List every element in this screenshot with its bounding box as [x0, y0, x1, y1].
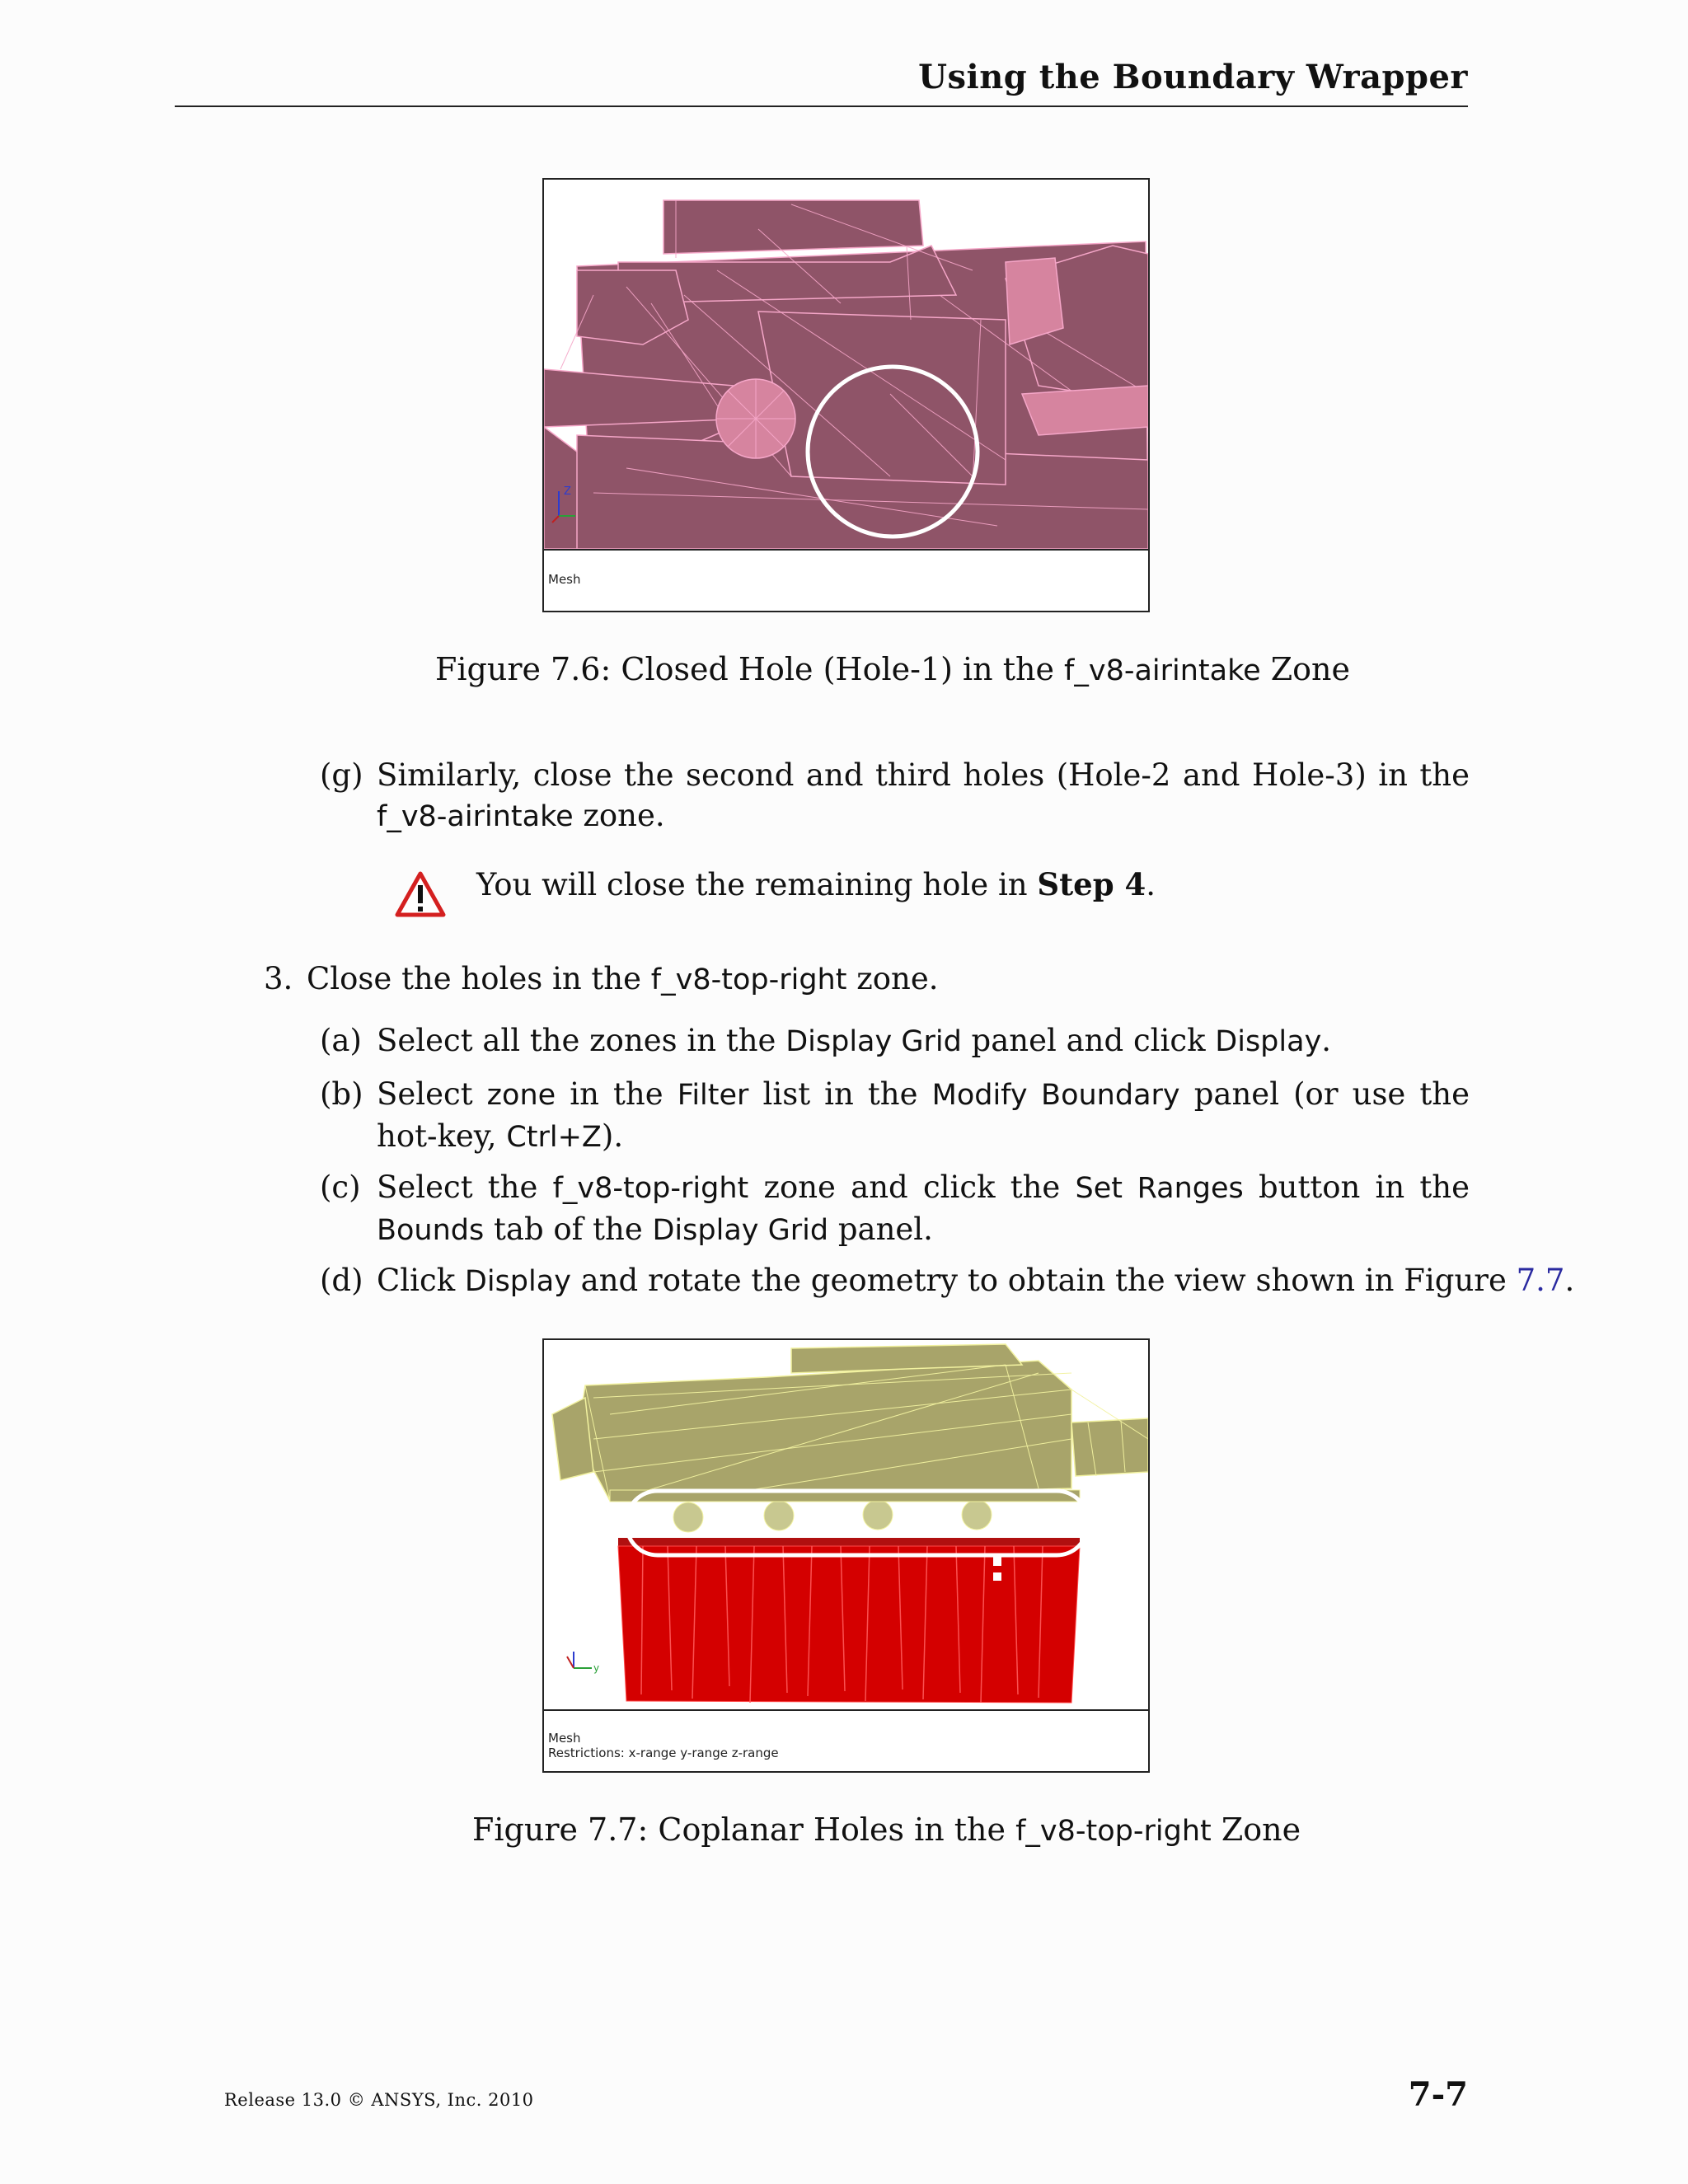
step-3-text-1: Close the holes in the: [307, 961, 651, 996]
step-a-text-2: panel and click: [961, 1023, 1216, 1058]
figure-restrictions-label: Restrictions: x-range y-range z-range: [548, 1746, 779, 1760]
step-d-button: Display: [464, 1265, 571, 1298]
step-3-zone: f_v8-top-right: [650, 963, 847, 996]
figure-ref-link[interactable]: 7.7: [1516, 1263, 1565, 1298]
step-marker-d: (d): [320, 1263, 363, 1298]
figure-7-7: [542, 1338, 1150, 1773]
step-d-text: [377, 1260, 1574, 1302]
step-3-text-2: zone.: [846, 961, 939, 996]
warning-bold: Step 4: [1037, 866, 1146, 902]
warning-icon: [394, 870, 447, 918]
step-d-text-2: and rotate the geometry to obtain the view shown in Figure: [570, 1263, 1517, 1298]
step-c-text-2: zone and click the: [748, 1169, 1076, 1205]
caption-zone: f_v8-top-right: [1015, 1815, 1212, 1848]
step-c-button: Set Ranges: [1075, 1172, 1244, 1205]
caption-text: Figure 7.7: Coplanar Holes in the: [472, 1811, 1016, 1848]
caption-suffix: Zone: [1260, 651, 1350, 687]
step-g-zone: f_v8-airintake: [377, 800, 574, 833]
step-marker-b: (b): [320, 1076, 363, 1112]
step-c-zone: f_v8-top-right: [552, 1172, 749, 1205]
warning-text-2: .: [1146, 867, 1156, 902]
step-a-panel: Display Grid: [785, 1025, 962, 1058]
mesh-viewport-pink: [544, 180, 1148, 549]
step-b-text: [377, 1074, 1470, 1158]
warning-text-1: You will close the remaining hole in: [476, 867, 1038, 902]
axis-y-label: y: [593, 1662, 600, 1674]
step-marker-3: 3.: [264, 961, 293, 996]
step-b-list: Filter: [677, 1079, 749, 1112]
step-a-text-3: .: [1321, 1023, 1332, 1058]
figure-7-6: [542, 178, 1150, 612]
step-marker-g: (g): [320, 757, 363, 793]
axis-z-label: Z: [564, 485, 571, 498]
step-c-text-3: button in the: [1243, 1169, 1470, 1205]
step-marker-c: (c): [320, 1169, 361, 1205]
caption-zone: f_v8-airintake: [1064, 654, 1261, 687]
step-b-text-3: list in the: [748, 1076, 932, 1112]
figure-7-7-caption: [472, 1811, 1301, 1848]
step-c-tab: Bounds: [377, 1214, 485, 1247]
step-b-text-1: Select: [377, 1076, 487, 1112]
step-a-text: [377, 1020, 1331, 1062]
figure-label: Mesh: [548, 572, 581, 587]
running-header: Using the Boundary Wrapper: [918, 58, 1468, 96]
step-g-text-2: zone.: [573, 798, 665, 833]
step-marker-a: (a): [320, 1023, 362, 1058]
step-a-button: Display: [1215, 1025, 1322, 1058]
mesh-viewport-yellow-red: [544, 1340, 1148, 1709]
step-3-text: [307, 958, 938, 1001]
step-b-item: zone: [486, 1079, 556, 1112]
page-number: 7-7: [1408, 2075, 1468, 2114]
step-c-text-1: Select the: [377, 1169, 553, 1205]
step-d-text-3: .: [1564, 1263, 1575, 1298]
step-c-panel: Display Grid: [652, 1214, 829, 1247]
caption-text: Figure 7.6: Closed Hole (Hole-1) in the: [435, 651, 1065, 687]
figure-label: Mesh: [548, 1731, 581, 1746]
step-g-text-1: Similarly, close the second and third holes (Hole-2 and Hole-3) in the: [377, 757, 1470, 793]
warning-text: [476, 865, 1156, 905]
footer-release: Release 13.0 © ANSYS, Inc. 2010: [224, 2090, 534, 2110]
viewport-divider: [544, 549, 1148, 551]
step-g-text: [377, 755, 1470, 837]
header-rule: [175, 105, 1468, 107]
step-b-panel: Modify Boundary: [931, 1079, 1180, 1112]
step-c-text-5: panel.: [828, 1212, 933, 1247]
step-b-text-5: ).: [601, 1118, 624, 1154]
step-b-hotkey: Ctrl+Z: [506, 1121, 602, 1154]
viewport-divider: [544, 1709, 1148, 1711]
step-b-text-4: panel (or use the hot-key,: [377, 1076, 1470, 1154]
step-c-text-4: tab of the: [484, 1212, 653, 1247]
step-a-text-1: Select all the zones in the: [377, 1023, 786, 1058]
step-d-text-1: Click: [377, 1263, 465, 1298]
caption-suffix: Zone: [1211, 1811, 1301, 1848]
figure-7-6-caption: [435, 651, 1350, 687]
step-c-text: [377, 1167, 1470, 1251]
step-b-text-2: in the: [556, 1076, 678, 1112]
